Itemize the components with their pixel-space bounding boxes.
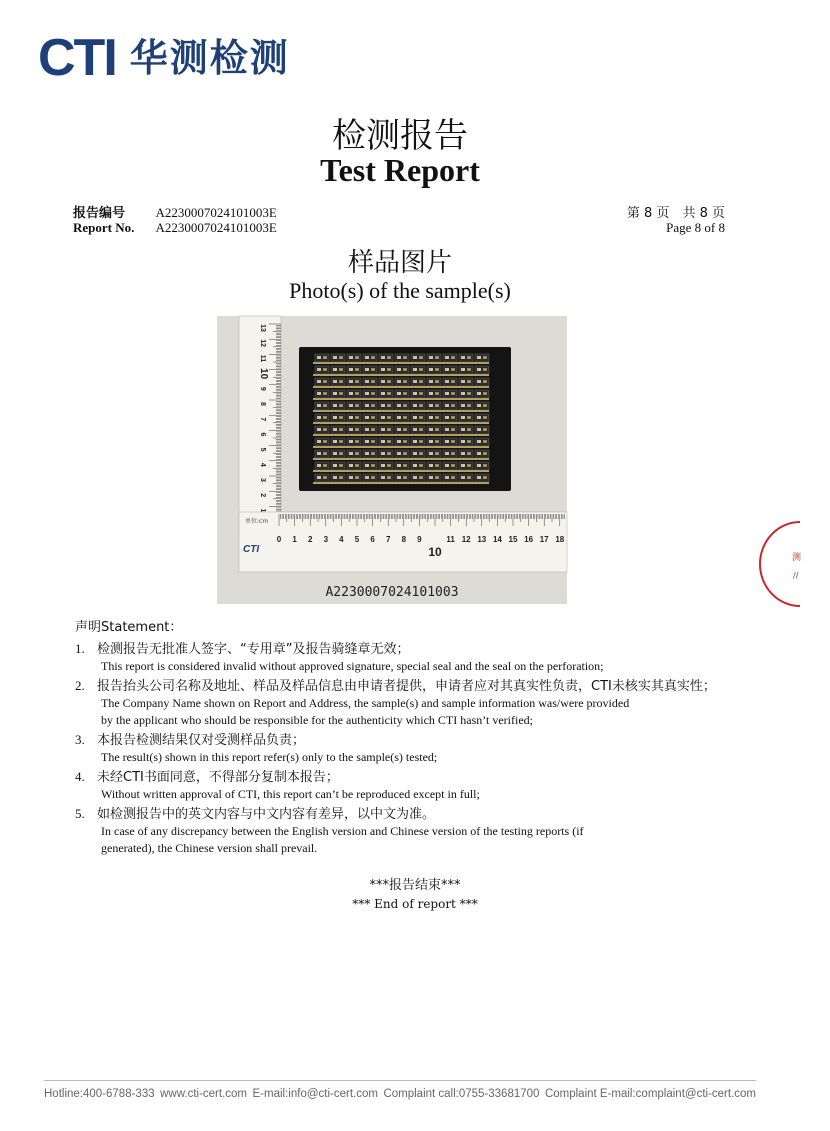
report-number-value-cn: A2230007024101003E xyxy=(155,205,277,220)
end-of-report-cn: ***报告结束*** xyxy=(369,878,461,893)
footer-complaint-call: Complaint call:0755-33681700 xyxy=(383,1088,540,1100)
statement-item xyxy=(75,678,725,729)
statement-item-number: 2. xyxy=(75,678,85,693)
end-of-report-en: *** End of report *** xyxy=(352,897,478,911)
report-title-en: Test Report xyxy=(320,152,480,188)
statement-item xyxy=(75,806,725,857)
report-number-label-cn: 报告编号 xyxy=(73,206,126,221)
statement-item xyxy=(75,769,725,803)
svg-text://: // xyxy=(793,571,799,580)
ruler-tick-label: 12 xyxy=(259,339,266,348)
ruler-tick-label: 7 xyxy=(385,535,391,544)
statement-item-en: by the applicant who should be responsible for the authenticity which CTI hasn’t verified; xyxy=(101,713,534,727)
ruler-tick-label: 11 xyxy=(259,354,266,363)
ruler-tick-label: 16 xyxy=(524,535,534,544)
report-number-value-en: A2230007024101003E xyxy=(155,220,277,235)
statement-item-number: 1. xyxy=(75,641,85,656)
ruler-tick-label: 3 xyxy=(259,478,266,482)
statement-item-number: 4. xyxy=(75,769,85,784)
statement-item-number: 5. xyxy=(75,806,85,821)
footer-divider xyxy=(44,1080,756,1081)
statement-item-en: Without written approval of CTI, this report can’t be reproduced except in full; xyxy=(101,787,480,801)
ruler-tick-label: 1 xyxy=(259,508,266,513)
logo-text: CTI xyxy=(38,29,116,87)
statement-item-cn: 未经CTI书面同意，不得部分复制本报告； xyxy=(97,770,339,785)
logo-cn-text: 华测检测 xyxy=(129,36,290,80)
ruler-tick-label: 5 xyxy=(259,447,266,452)
footer-email[interactable]: E-mail:info@cti-cert.com xyxy=(252,1088,378,1100)
ruler-brand-label: CTI xyxy=(243,544,260,555)
ruler-tick-label: 3 xyxy=(323,535,329,544)
statement-item xyxy=(75,641,725,675)
ruler-tick-label: 9 xyxy=(417,535,422,544)
ruler-tick-label: 4 xyxy=(259,462,266,467)
pcb-grid xyxy=(313,354,489,484)
ruler-tick-label: 11 xyxy=(446,535,455,544)
ruler-tick-label: 15 xyxy=(508,535,518,544)
svg-text:测: 测 xyxy=(792,553,802,563)
ruler-tick-label: 12 xyxy=(461,535,471,544)
statement-item-en: The Company Name shown on Report and Address, the sample(s) and sample information was/were provided xyxy=(101,696,630,710)
statement-item-cn: 检测报告无批准人签字、“专用章”及报告骑缝章无效； xyxy=(97,642,410,657)
ruler-tick-label: 1 xyxy=(292,535,297,544)
ruler-tick-label: 14 xyxy=(492,535,502,544)
statement-title: 声明Statement： xyxy=(75,620,183,635)
ruler-unit-label: 单位:cm xyxy=(245,518,269,525)
page-indicator-cn: 第 8 页 共 8 页 xyxy=(626,206,725,221)
ruler-tick-label: 4 xyxy=(339,535,344,544)
footer-complaint-email[interactable]: Complaint E-mail:complaint@cti-cert.com xyxy=(544,1088,756,1100)
ruler-tick-label: 8 xyxy=(401,535,407,544)
ruler-tick-label: 5 xyxy=(354,535,360,544)
footer-hotline: Hotline:400-6788-333 xyxy=(44,1088,155,1100)
report-number-cn xyxy=(73,202,277,221)
footer xyxy=(44,1088,756,1100)
report-number-label-en: Report No. xyxy=(73,220,135,235)
ruler-tick-label: 10 xyxy=(428,545,442,559)
ruler-tick-label: 2 xyxy=(259,493,266,498)
ruler-tick-label: 6 xyxy=(259,432,266,437)
statement-item-en: In case of any discrepancy between the English version and Chinese version of the testing reports (if xyxy=(101,824,584,838)
seal-stamp-edge xyxy=(786,520,800,608)
report-title-cn: 检测报告 xyxy=(332,116,468,156)
statement-item-cn: 如检测报告中的英文内容与中文内容有差异，以中文为准。 xyxy=(97,807,436,822)
statement-list xyxy=(75,641,725,857)
ruler-tick-label: 18 xyxy=(555,535,565,544)
section-title-en: Photo(s) of the sample(s) xyxy=(289,278,511,303)
ruler-tick-label: 10 xyxy=(258,368,269,380)
ruler-tick-label: 7 xyxy=(259,417,266,422)
ruler-tick-label: 17 xyxy=(539,535,549,544)
ruler-tick-label: 13 xyxy=(477,535,487,544)
ruler-tick-label: 8 xyxy=(259,402,266,406)
company-logo xyxy=(38,28,290,88)
ruler-tick-label: 9 xyxy=(259,386,266,391)
statement-item-en: The result(s) shown in this report refer(s) only to the sample(s) tested; xyxy=(101,750,438,764)
ruler-tick-label: 13 xyxy=(259,324,266,332)
ruler-tick-label: 0 xyxy=(276,535,282,544)
statement-item-en: generated), the Chinese version shall prevail. xyxy=(101,841,318,855)
statement-item-cn: 报告抬头公司名称及地址、样品及样品信息由申请者提供，申请者应对其真实性负责，CTI未核实其真实性； xyxy=(97,679,716,694)
statement-item-number: 3. xyxy=(75,732,85,747)
ruler-tick-label: 6 xyxy=(370,535,375,544)
statement-section xyxy=(75,616,725,860)
section-title-cn: 样品图片 xyxy=(347,248,452,278)
report-number-en xyxy=(73,220,277,236)
footer-website[interactable]: www.cti-cert.com xyxy=(160,1088,248,1100)
page-indicator-en: Page 8 of 8 xyxy=(666,220,725,235)
sample-photo xyxy=(217,316,567,604)
statement-item-cn: 本报告检测结果仅对受测样品负责； xyxy=(97,733,306,748)
ruler-tick-label: 2 xyxy=(307,535,313,544)
sample-photo-graphic xyxy=(217,316,567,604)
statement-item xyxy=(75,732,725,766)
photo-caption: A2230007024101003 xyxy=(325,585,459,600)
statement-item-en: This report is considered invalid without approved signature, special seal and the seal on the perforation; xyxy=(101,659,604,673)
